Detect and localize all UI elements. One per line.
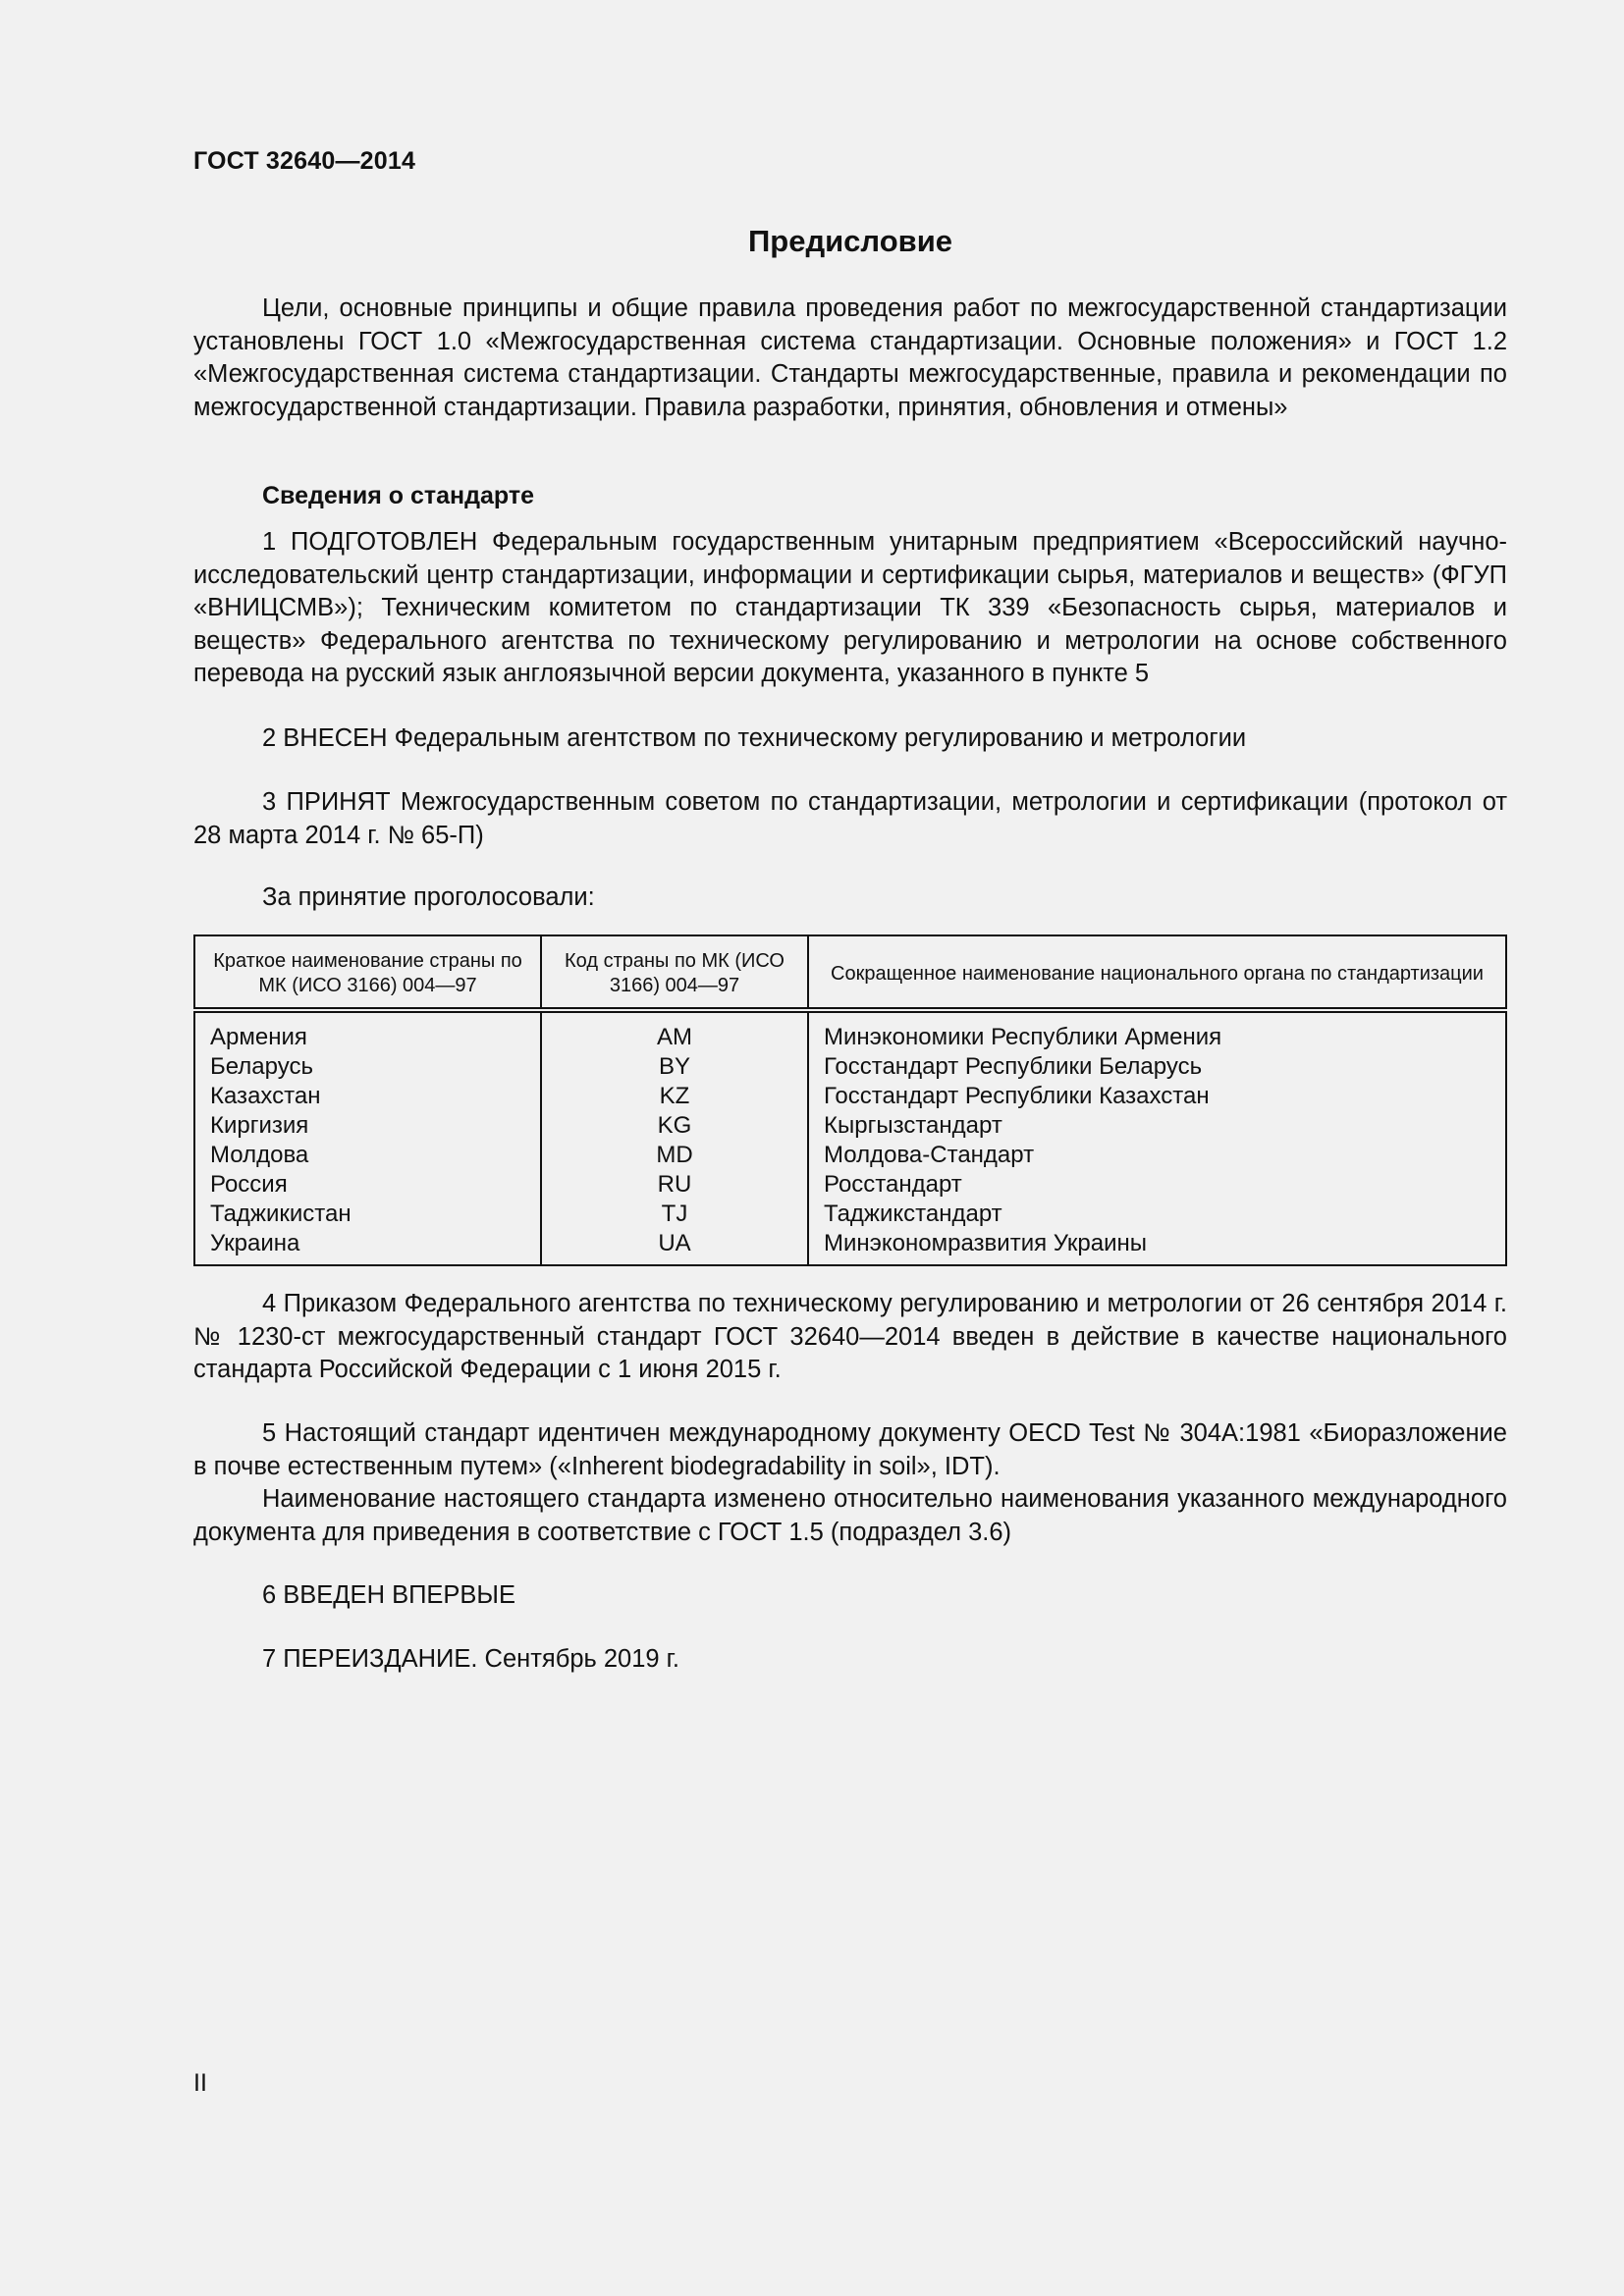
item-5-name-change: Наименование настоящего стандарта изменено относительно наименования указанного международного документа для приведения в соответствие с ГОСТ 1.5 (подраздел 3.6) — [193, 1485, 1507, 1546]
table-header-row — [194, 935, 1506, 1010]
country-cell: Таджикистан — [194, 1200, 541, 1229]
code-cell: KZ — [541, 1082, 808, 1111]
header-national-body: Сокращенное наименование национального органа по стандартизации — [808, 935, 1506, 1010]
country-cell: Молдова — [194, 1141, 541, 1170]
table-row — [194, 1082, 1506, 1111]
country-cell: Россия — [194, 1170, 541, 1200]
item-5-identical: 5 Настоящий стандарт идентичен международному документу OECD Test № 304А:1981 «Биоразложение в почве естественным путем» («Inherent biodegradability in soil», IDT). — [193, 1419, 1507, 1480]
item-6-introduced: 6 ВВЕДЕН ВПЕРВЫЕ — [262, 1581, 516, 1609]
code-cell: MD — [541, 1141, 808, 1170]
table-row — [194, 1170, 1506, 1200]
header-country: Краткое наименование страны по МК (ИСО 3166) 004—97 — [194, 935, 541, 1010]
country-cell: Казахстан — [194, 1082, 541, 1111]
country-cell: Беларусь — [194, 1052, 541, 1082]
item-3-adopted: 3 ПРИНЯТ Межгосударственным советом по стандартизации, метрологии и сертификации (протокол от 28 марта 2014 г. № 65-П) — [193, 788, 1507, 849]
table-row — [194, 1010, 1506, 1052]
code-cell: RU — [541, 1170, 808, 1200]
code-cell: UA — [541, 1229, 808, 1265]
intro-paragraph: Цели, основные принципы и общие правила проведения работ по межгосударственной стандартизации установлены ГОСТ 1.0 «Межгосударственная система стандартизации. Основные положения» и ГОСТ 1.2 «Межгосударственная система стандартизации. Стандарты межгосударственные, правила и рекомендации по межгосударственной стандартизации. Правила разработки, принятия, обновления и отмены» — [193, 294, 1507, 421]
body-cell: Молдова-Стандарт — [824, 1142, 1035, 1168]
voted-label: За принятие проголосовали: — [262, 883, 595, 911]
country-cell: Киргизия — [194, 1111, 541, 1141]
item-4-order: 4 Приказом Федерального агентства по техническому регулированию и метрологии от 26 сентября 2014 г. № 1230-ст межгосударственный стандарт ГОСТ 32640—2014 введен в действие в качестве национального стандарта Российской Федерации с 1 июня 2015 г. — [193, 1290, 1507, 1383]
body-cell: Таджикстандарт — [824, 1201, 1002, 1227]
section-title: Предисловие — [747, 224, 952, 258]
code-cell: BY — [541, 1052, 808, 1082]
code-cell: AM — [541, 1010, 808, 1052]
body-cell: Минэкономики Республики Армения — [824, 1024, 1222, 1050]
info-heading: Сведения о стандарте — [262, 482, 535, 509]
code-cell: TJ — [541, 1200, 808, 1229]
country-cell: Украина — [194, 1229, 541, 1265]
body-cell: Росстандарт — [824, 1171, 962, 1198]
country-cell: Армения — [194, 1010, 541, 1052]
voting-countries-table — [193, 934, 1507, 1266]
item-2-submitted: 2 ВНЕСЕН Федеральным агентством по техническому регулированию и метрологии — [262, 724, 1247, 752]
document-code: ГОСТ 32640—2014 — [193, 147, 416, 175]
table-row — [194, 1052, 1506, 1082]
body-cell: Кыргызстандарт — [824, 1112, 1002, 1139]
code-cell: KG — [541, 1111, 808, 1141]
header-code: Код страны по МК (ИСО 3166) 004—97 — [541, 935, 808, 1010]
body-cell: Минэкономразвития Украины — [824, 1230, 1148, 1256]
body-cell: Госстандарт Республики Казахстан — [824, 1083, 1210, 1109]
item-7-reissue: 7 ПЕРЕИЗДАНИЕ. Сентябрь 2019 г. — [262, 1645, 679, 1673]
table-row — [194, 1200, 1506, 1229]
item-1-prepared: 1 ПОДГОТОВЛЕН Федеральным государственным унитарным предприятием «Всероссийский научно-исследовательский центр стандартизации, информации и сертификации сырья, материалов и веществ» (ФГУП «ВНИЦСМВ»); Техническим комитетом по стандартизации ТК 339 «Безопасность сырья, материалов и веществ» Федерального агентства по техническому регулированию и метрологии на основе собственного перевода на русский язык англоязычной версии документа, указанного в пункте 5 — [193, 528, 1507, 687]
table-row — [194, 1141, 1506, 1170]
table-row — [194, 1229, 1506, 1265]
body-cell: Госстандарт Республики Беларусь — [824, 1053, 1203, 1080]
table-row — [194, 1111, 1506, 1141]
page-number: II — [193, 2069, 207, 2097]
